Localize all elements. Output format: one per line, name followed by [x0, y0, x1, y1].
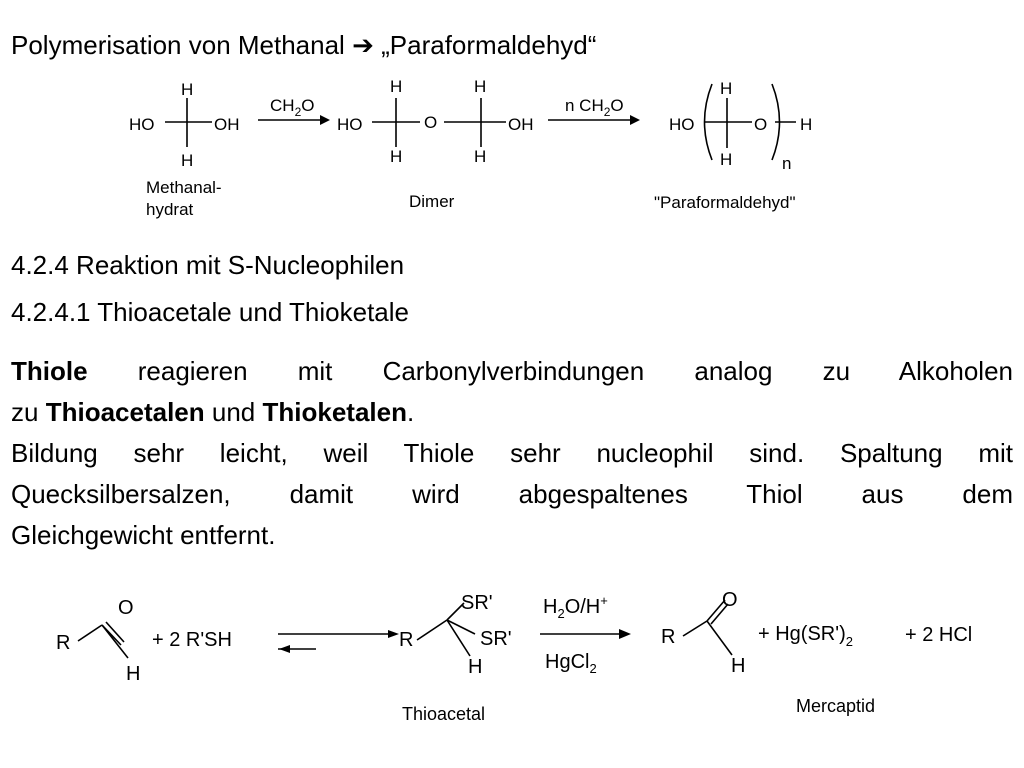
equilibrium-arrow-head	[388, 630, 399, 638]
right-arrow-icon: ➔	[352, 30, 374, 60]
group-sr: SR'	[480, 628, 512, 650]
paragraph-text: reagieren mit Carbonylverbindungen analog zu Alkoholen	[137, 356, 1013, 386]
atom-h: H	[390, 147, 403, 166]
atom-h: H	[731, 655, 746, 677]
atom-h: H	[800, 115, 813, 134]
atom-h: H	[474, 147, 487, 166]
atom-h: H	[390, 77, 403, 96]
atom-r: R	[661, 626, 676, 648]
atom-h: H	[720, 150, 733, 169]
paragraph-thiole	[11, 351, 1013, 433]
reaction-arrow-head	[320, 115, 330, 125]
atom-h: H	[181, 80, 194, 99]
atom-h: H	[720, 79, 733, 98]
reagent-hgcl2: HgCl$_2$	[545, 651, 597, 676]
equilibrium-arrow-head	[279, 645, 290, 653]
group-sr: SR'	[461, 592, 493, 614]
paragraph-text: und	[211, 397, 256, 427]
atom-h: H	[474, 77, 487, 96]
heading-polymerisation-text: Polymerisation von Methanal	[11, 30, 345, 60]
label-methanalhydrat-line2: hydrat	[146, 200, 194, 219]
label-mercaptid: Mercaptid	[796, 696, 876, 716]
atom-h: H	[181, 151, 194, 170]
paragraph-line: Gleichgewicht entfernt.	[11, 520, 276, 550]
atom-oh: OH	[508, 115, 534, 134]
paragraph-line: Bildung sehr leicht, weil Thiole sehr nucleophil sind. Spaltung mit	[11, 438, 1013, 468]
subsection-heading: 4.2.4.1 Thioacetale und Thioketale	[11, 297, 409, 327]
plus-hcl: + 2 HCl	[905, 624, 973, 646]
paragraph-text: .	[406, 397, 415, 427]
atom-ho: HO	[337, 115, 363, 134]
atom-o: O	[424, 113, 438, 132]
heading-paraformaldehyd-text: „Paraformaldehyd“	[381, 30, 597, 60]
atom-h: H	[126, 663, 141, 685]
scheme-thioacetal	[0, 560, 1024, 768]
atom-r: R	[56, 632, 71, 654]
atom-ho: HO	[669, 115, 695, 134]
atom-oh: OH	[214, 115, 240, 134]
paragraph-bildung	[11, 433, 1013, 556]
repeat-n: n	[782, 154, 792, 173]
paragraph-line	[11, 392, 1013, 433]
atom-o: O	[754, 115, 768, 134]
paragraph-line: Quecksilbersalzen, damit wird abgespaltenes Thiol aus dem	[11, 479, 1013, 509]
reagent-n-ch2o: n $CH_2O$	[565, 96, 624, 119]
paragraph-text: zu	[11, 397, 39, 427]
label-thioacetal: Thioacetal	[402, 704, 486, 724]
label-paraformaldehyd: "Paraformaldehyd"	[654, 193, 796, 212]
bold-thioketalen: Thioketalen	[262, 397, 407, 427]
atom-o: O	[118, 597, 134, 619]
atom-r: R	[399, 629, 414, 651]
reaction-arrow-head	[619, 629, 631, 639]
scheme-polymerisation	[0, 0, 1024, 240]
atom-h: H	[468, 656, 483, 678]
section-heading: 4.2.4 Reaktion mit S-Nucleophilen	[11, 250, 405, 280]
plus-hg-sr2: + $Hg(SR')_2$	[758, 623, 853, 649]
reaction-arrow-head	[630, 115, 640, 125]
bold-thioacetalen: Thioacetalen	[45, 397, 205, 427]
label-methanalhydrat-line1: Methanal-	[146, 178, 222, 197]
paragraph-line	[11, 351, 1013, 392]
reagent-ch2o: $CH_2O$	[270, 96, 315, 119]
label-dimer: Dimer	[409, 192, 455, 211]
atom-o: O	[722, 589, 738, 611]
reagent-h2o-h: $H_2O/H^+$	[543, 593, 608, 621]
atom-ho: HO	[129, 115, 155, 134]
plus-rsh: + 2 R'SH	[152, 629, 232, 651]
bold-thiole: Thiole	[11, 356, 88, 386]
